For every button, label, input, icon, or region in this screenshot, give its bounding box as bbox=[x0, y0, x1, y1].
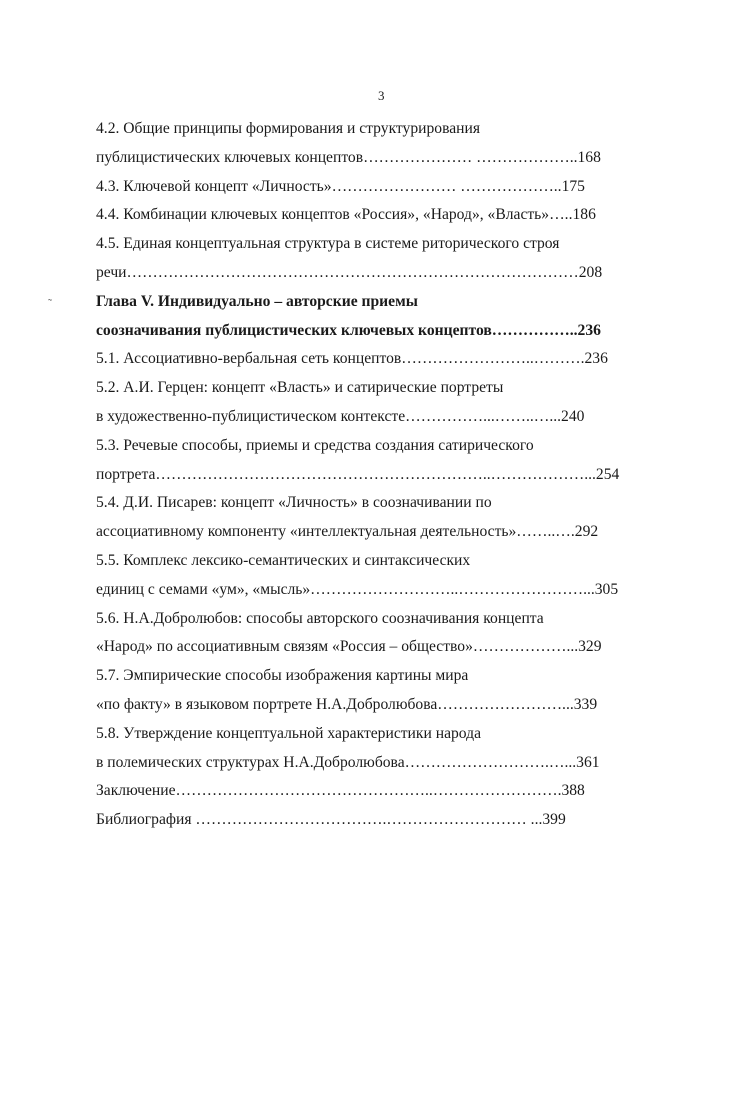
toc-line-5-4-page: ассоциативному компоненту «интеллектуальная деятельность»……..….292 bbox=[96, 523, 599, 541]
toc-line-4-5-page: речи……………………………………………………………………………208 bbox=[96, 263, 603, 281]
toc-line-5-7-title: 5.7. Эмпирические способы изображения картины мира bbox=[96, 667, 469, 685]
toc-line-4-3: 4.3. Ключевой концепт «Личность»…………………… ………………..175 bbox=[96, 177, 585, 195]
toc-line-5-8-title: 5.8. Утверждение концептуальной характеристики народа bbox=[96, 724, 481, 742]
toc-line-4-5-title: 4.5. Единая концептуальная структура в системе риторического строя bbox=[96, 235, 560, 253]
toc-line-5-8-page: в полемических структурах Н.А.Добролюбова……………………….…...361 bbox=[96, 753, 600, 771]
table-of-contents bbox=[96, 115, 671, 835]
toc-line-5-3-page: портрета………………………………………………………..………………...254 bbox=[96, 465, 620, 483]
toc-line-5-6-title: 5.6. Н.А.Добролюбов: способы авторского соозначивания концепта bbox=[96, 609, 544, 627]
toc-line-4-2-page: публицистических ключевых концептов………………… ………………..168 bbox=[96, 148, 601, 166]
toc-line-5-5-title: 5.5. Комплекс лексико-семантических и синтаксических bbox=[96, 551, 471, 569]
toc-line-4-4: 4.4. Комбинации ключевых концептов «Россия», «Народ», «Власть»…..186 bbox=[96, 206, 596, 224]
page-number: 3 bbox=[378, 88, 385, 103]
toc-line-5-6-page: «Народ» по ассоциативным связям «Россия – общество»………………...329 bbox=[96, 638, 602, 656]
toc-chapter-5-title: Глава V. Индивидуально – авторские приемы bbox=[96, 292, 418, 310]
scan-mark: ˜ bbox=[48, 296, 52, 310]
toc-line-5-7-page: «по факту» в языковом портрете Н.А.Добролюбова……………………...339 bbox=[96, 695, 598, 713]
toc-line-bibliography: Библиография ……………………………….……………………… ...399 bbox=[96, 811, 566, 829]
toc-line-5-1: 5.1. Ассоциативно-вербальная сеть концептов……………………..……….236 bbox=[96, 350, 608, 368]
toc-line-5-2-title: 5.2. А.И. Герцен: концепт «Власть» и сатирические портреты bbox=[96, 379, 504, 397]
toc-line-conclusion: Заключение…………………………………………..…………………….388 bbox=[96, 782, 585, 800]
toc-line-5-5-page: единиц с семами «ум», «мысль»………………………..……………………...305 bbox=[96, 580, 619, 598]
toc-chapter-5-page: соозначивания публицистических ключевых концептов……………..236 bbox=[96, 321, 601, 339]
toc-line-4-2-title: 4.2. Общие принципы формирования и структурирования bbox=[96, 120, 481, 137]
toc-line-5-3-title: 5.3. Речевые способы, приемы и средства создания сатирического bbox=[96, 436, 534, 454]
toc-line-5-2-page: в художественно-публицистическом контексте……………...……..…...240 bbox=[96, 407, 585, 425]
toc-line-5-4-title: 5.4. Д.И. Писарев: концепт «Личность» в соозначивании по bbox=[96, 494, 492, 512]
